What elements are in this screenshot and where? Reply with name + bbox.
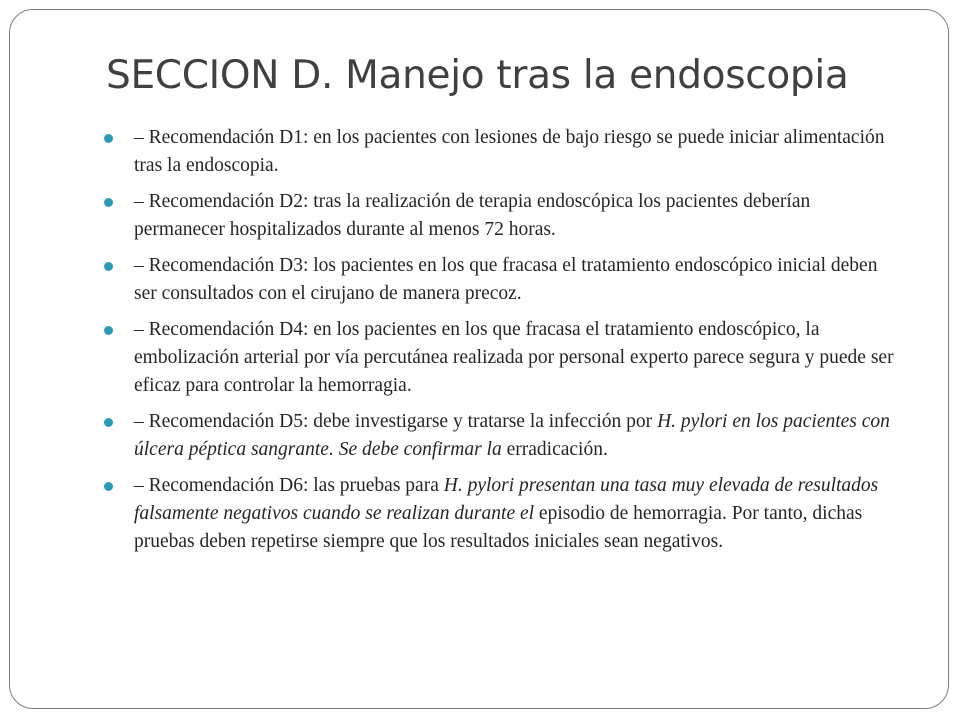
bullet-item-d5 bbox=[104, 408, 904, 464]
bullet-dot-icon bbox=[104, 198, 113, 207]
bullet-text-part3: erradicación. bbox=[506, 439, 608, 460]
bullet-text-part3: episodio de hemorragia. Por tanto, dichas pruebas deben repetirse siempre que los resultados iniciales sean negativos. bbox=[134, 503, 863, 552]
bullet-dot-icon bbox=[104, 418, 113, 427]
bullet-text-italic: H. pylori en los pacientes con úlcera péptica sangrante. Se debe confirmar la bbox=[134, 411, 890, 460]
bullet-text-part1: – Recomendación D5: debe investigarse y tratarse la infección por bbox=[134, 411, 658, 432]
bullet-item-d4 bbox=[104, 316, 904, 400]
bullet-text: – Recomendación D2: tras la realización de terapia endoscópica los pacientes deberían permanecer hospitalizados durante al menos 72 horas. bbox=[134, 191, 811, 240]
bullet-item-d3 bbox=[104, 252, 904, 308]
bullet-dot-icon bbox=[104, 482, 113, 491]
bullet-dot-icon bbox=[104, 134, 113, 143]
bullet-item-d2 bbox=[104, 188, 904, 244]
bullet-list bbox=[104, 124, 904, 564]
bullet-item-d6 bbox=[104, 472, 904, 556]
bullet-text: – Recomendación D1: en los pacientes con lesiones de bajo riesgo se puede iniciar alimentación tras la endoscopia. bbox=[134, 127, 885, 176]
slide-title: SECCION D. Manejo tras la endoscopia bbox=[106, 53, 849, 98]
bullet-text-part1: – Recomendación D6: las pruebas para bbox=[134, 475, 444, 496]
bullet-dot-icon bbox=[104, 326, 113, 335]
bullet-text-italic: H. pylori presentan una tasa muy elevada de resultados falsamente negativos cuando se realizan durante el bbox=[134, 475, 879, 524]
bullet-item-d1 bbox=[104, 124, 904, 180]
bullet-dot-icon bbox=[104, 262, 113, 271]
bullet-text: – Recomendación D4: en los pacientes en los que fracasa el tratamiento endoscópico, la embolización arterial por vía percutánea realizada por personal experto parece segura y puede ser eficaz para controlar la hemorragia. bbox=[134, 319, 894, 396]
bullet-text: – Recomendación D3: los pacientes en los que fracasa el tratamiento endoscópico inicial deben ser consultados con el cirujano de manera precoz. bbox=[134, 255, 878, 304]
